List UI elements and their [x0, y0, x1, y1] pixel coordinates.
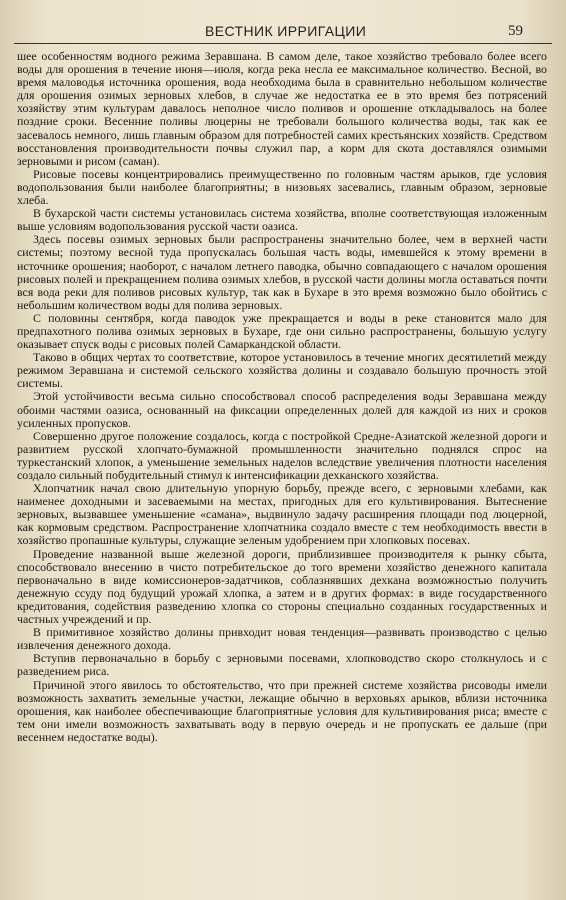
running-header — [0, 14, 566, 44]
paragraph: В бухарской части системы установилась система хозяйства, вполне соответствующая изложенным выше условиям водопользования русской части оазиса. — [17, 206, 547, 234]
paragraph: Проведение названной выше железной дороги, приблизившее производителя к рынку сбыта, способствовало внесению в чисто потребительское до того времени хозяйство денежного капитала первоначально в виде комиссионеров-задатчиков, соблазнявших дехкана возможностью получить денежную ссуду под будущий урожай хлопка, а затем и в других формах: в виде государственного кредитования, содействия разведению хлопка со стороны специально созданных государственных и частных учреждений и пр. — [17, 546, 547, 627]
paragraph: В примитивное хозяйство долины привходит новая тенденция—развивать производство с целью извлечения денежного дохода. — [17, 625, 547, 653]
paragraph: Вступив первоначально в борьбу с зерновыми посевами, хлопководство скоро столкнулось и с разведением риса. — [17, 651, 547, 679]
paragraph: Таково в общих чертах то соответствие, которое установилось в течение многих десятилетий между режимом Зеравшана и системой сельского хозяйства долины и создавало большую прочность этой системы. — [17, 350, 547, 391]
paragraph: Этой устойчивости весьма сильно способствовал способ распределения воды Зеравшана между обоими частями оазиса, основанный на фиксации определенных долей для каждой из них и сроков усиленных пропусков. — [17, 389, 547, 430]
page-number: 59 — [508, 23, 523, 39]
paragraph: Хлопчатник начал свою длительную упорную борьбу, прежде всего, с зерновыми хлебами, как наименее доходными и засеваемыми на местах, пригодных для его культивирования. Вытеснение зерновых, вызвавшее уменьшение «самана», выдвинуло задачу расширения площади под люцерной, как кормовым средством. Распространение хлопчатника создало вместе с тем необходимость ввести в хозяйство пропашные культуры, служащие зеленым удобрением при хлопковых посевах. — [17, 481, 547, 548]
paragraph: Здесь посевы озимых зерновых были распространены значительно более, чем в верхней части системы; поэтому весной туда пропускалась большая часть воды, имевшейся к этому времени в источнике орошения; наоборот, с началом летнего паводка, обычно совпадающего с началом орошения рисовых полей и прекращением полива озимых хлебов, в русской части долины могла оставаться почти вся вода реки для поливов рисовых культур, так как в Бухаре в это время возможно было обойтись с небольшим количеством воды для полива зерновых. — [17, 232, 547, 312]
journal-title: ВЕСТНИК ИРРИГАЦИИ — [205, 23, 367, 39]
article-body — [17, 50, 547, 744]
paragraph: Совершенно другое положение создалось, когда с постройкой Средне-Азиатской железной дороги и развитием русской хлопчато-бумажной промышленности значительно поднялся спрос на туркестанский хлопок, а уменьшение земельных наделов вследствие увеличения плотности населения создало сильный побудительный стимул к интенсификации дехканского хозяйства. — [17, 428, 547, 482]
header-rule — [14, 43, 552, 44]
paragraph: Рисовые посевы концентрировались преимущественно по головным частям арыков, где условия водопользования были наиболее благоприятны; в низовьях засевались, главным образом, зерновые хлеба. — [17, 166, 547, 208]
paragraph: С половины сентября, когда паводок уже прекращается и воды в реке становится мало для предпахотного полива озимых зерновых в Бухаре, где они сильно распространены, большую услугу оказывает спуск воды с рисовых полей Самаркандской области. — [17, 310, 547, 352]
paragraph: Причиной этого явилось то обстоятельство, что при прежней системе хозяйства рисоводы имели возможность захватить земельные участки, лежащие обычно в верховьях арыков, вблизи источника орошения, как наиболее обеспечивающие благоприятные условия для культивирования риса; вместе с тем они имели возможность захватывать воду в первую очередь и не пропускать ее дальше (при весеннем недостатке воды). — [17, 677, 547, 744]
paragraph: шее особенностям водного режима Зеравшана. В самом деле, такое хозяйство требовало более всего воды для орошения в течение июня—июля, когда река несла ее максимальное количество. Весной, во время маловодья источника орошения, вода необходима была в сравнительно небольшом количестве для орошения озимых зерновых хлебов, в случае же недостатка ее в это время без потрясений хозяйству этим культурам давалось неполное число поливов и орошение откладывалось на более поздние сроки. Весенние поливы люцерны не требовали большого количества воды, так как ее засевалось немного, лишь главным образом для потребностей самих крестьянских хозяйств. Средством восстановления производительности почвы служил пар, а корм для скота доставлялся озимыми зерновыми и рисом (саман). — [17, 49, 547, 168]
